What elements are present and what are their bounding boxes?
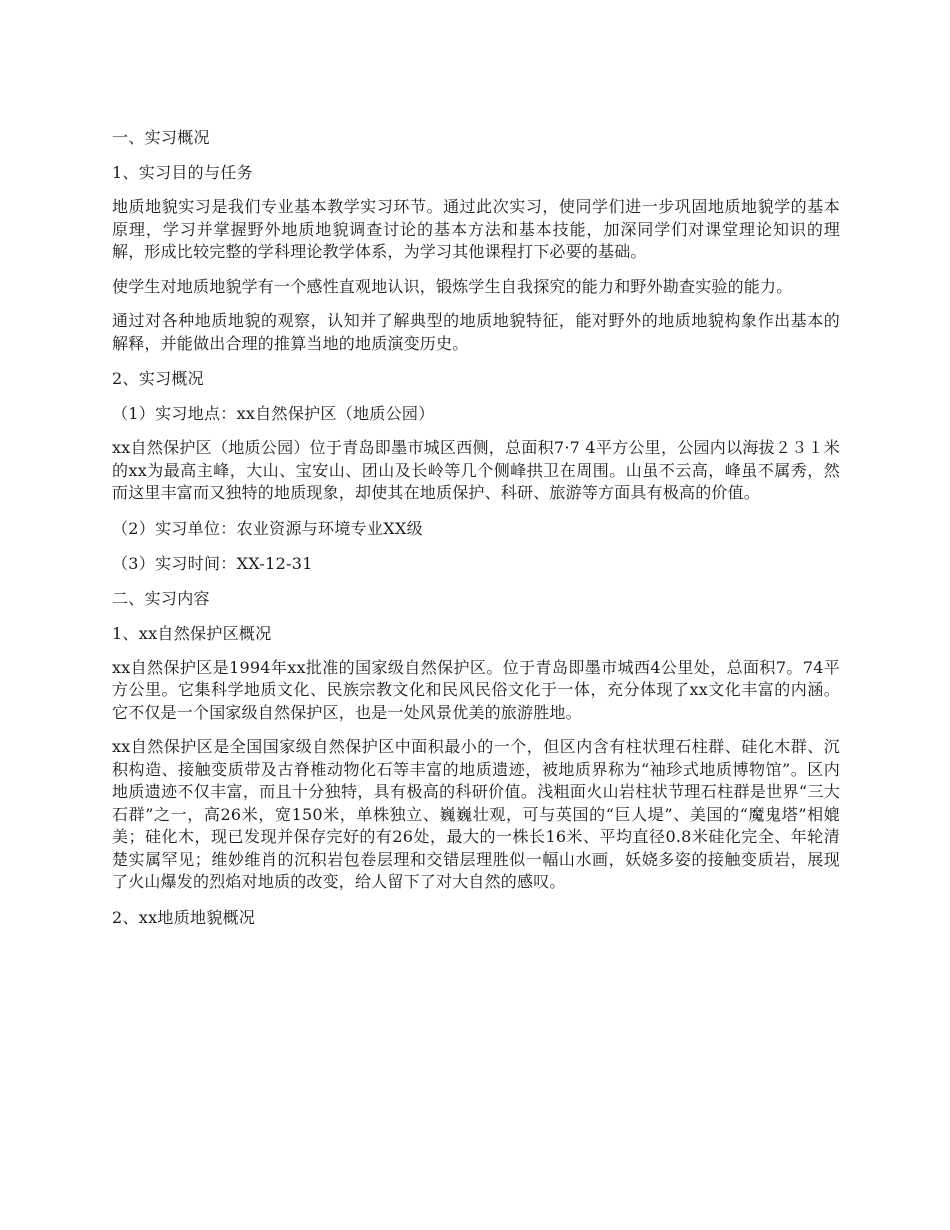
subheading-purpose: 1、实习目的与任务	[112, 163, 253, 182]
subheading-overview: 2、实习概况	[112, 369, 204, 388]
document-page	[112, 126, 840, 941]
subheading-geology-overview: 2、xx地质地貌概况	[112, 907, 256, 927]
item-time: （3）实习时间：XX-12-31	[112, 553, 313, 573]
paragraph-purpose-2: 使学生对地质地貌学有一个感性直观地认识，锻炼学生自我探究的能力和野外勘查实验的能力。	[112, 276, 793, 296]
item-unit: （2）实习单位：农业资源与环境专业XX级	[112, 518, 423, 538]
paragraph-reserve-2: xx自然保护区是全国国家级自然保护区中面积最小的一个，但区内含有柱状理石柱群、硅化木群、沉积构造、接触变质带及古脊椎动物化石等丰富的地质遗迹，被地质界称为“袖珍式地质博物馆”。区内地质遗迹不仅丰富，而且十分独特，具有极高的科研价值。浅粗面火山岩柱状节理石柱群是世界“三大石群”之一，高26米，宽150米，单株独立、巍巍壮观，可与英国的“巨人堤”、美国的“魔鬼塔”相媲美；硅化木，现已发现并保存完好的有26处，最大的一株长16米、平均直径0.8米硅化完全、年轮清楚实属罕见；维妙维肖的沉积岩包卷层理和交错层理胜似一幅山水画，妖娆多姿的接触变质岩，展现了火山爆发的烈焰对地质的改变，给人留下了对大自然的感叹。	[112, 737, 840, 891]
section-heading-content: 二、实习内容	[112, 588, 210, 608]
item-location: （1）实习地点：xx自然保护区（地质公园）	[112, 404, 435, 423]
paragraph-purpose-3: 通过对各种地质地貌的观察，认知并了解典型的地质地貌特征，能对野外的地质地貌构象作出基本的解释，并能做出合理的推算当地的地质演变历史。	[112, 311, 840, 353]
paragraph-reserve-1: xx自然保护区是1994年xx批准的国家级自然保护区。位于青岛即墨市城西4公里处，总面积7。74平方公里。它集科学地质文化、民族宗教文化和民风民俗文化于一体，充分体现了xx文化丰富的内涵。它不仅是一个国家级自然保护区，也是一处风景优美的旅游胜地。	[112, 657, 840, 722]
paragraph-purpose-1: 地质地貌实习是我们专业基本教学实习环节。通过此次实习，使同学们进一步巩固地质地貌学的基本原理，学习并掌握野外地质地貌调查讨论的基本方法和基本技能，加深同学们对课堂理论知识的理解，形成比较完整的学科理论教学体系，为学习其他课程打下必要的基础。	[112, 197, 840, 261]
subheading-reserve-overview: 1、xx自然保护区概况	[112, 623, 272, 643]
section-heading-overview: 一、实习概况	[112, 128, 210, 147]
paragraph-location: xx自然保护区（地质公园）位于青岛即墨市城区西侧，总面积7·7 4平方公里，公园内以海拔２３１米的xx为最高主峰，大山、宝安山、团山及长岭等几个侧峰拱卫在周围。山虽不云高，峰虽不属秀，然而这里丰富而又独特的地质现象，却使其在地质保护、科研、旅游等方面具有极高的价值。	[112, 438, 840, 502]
